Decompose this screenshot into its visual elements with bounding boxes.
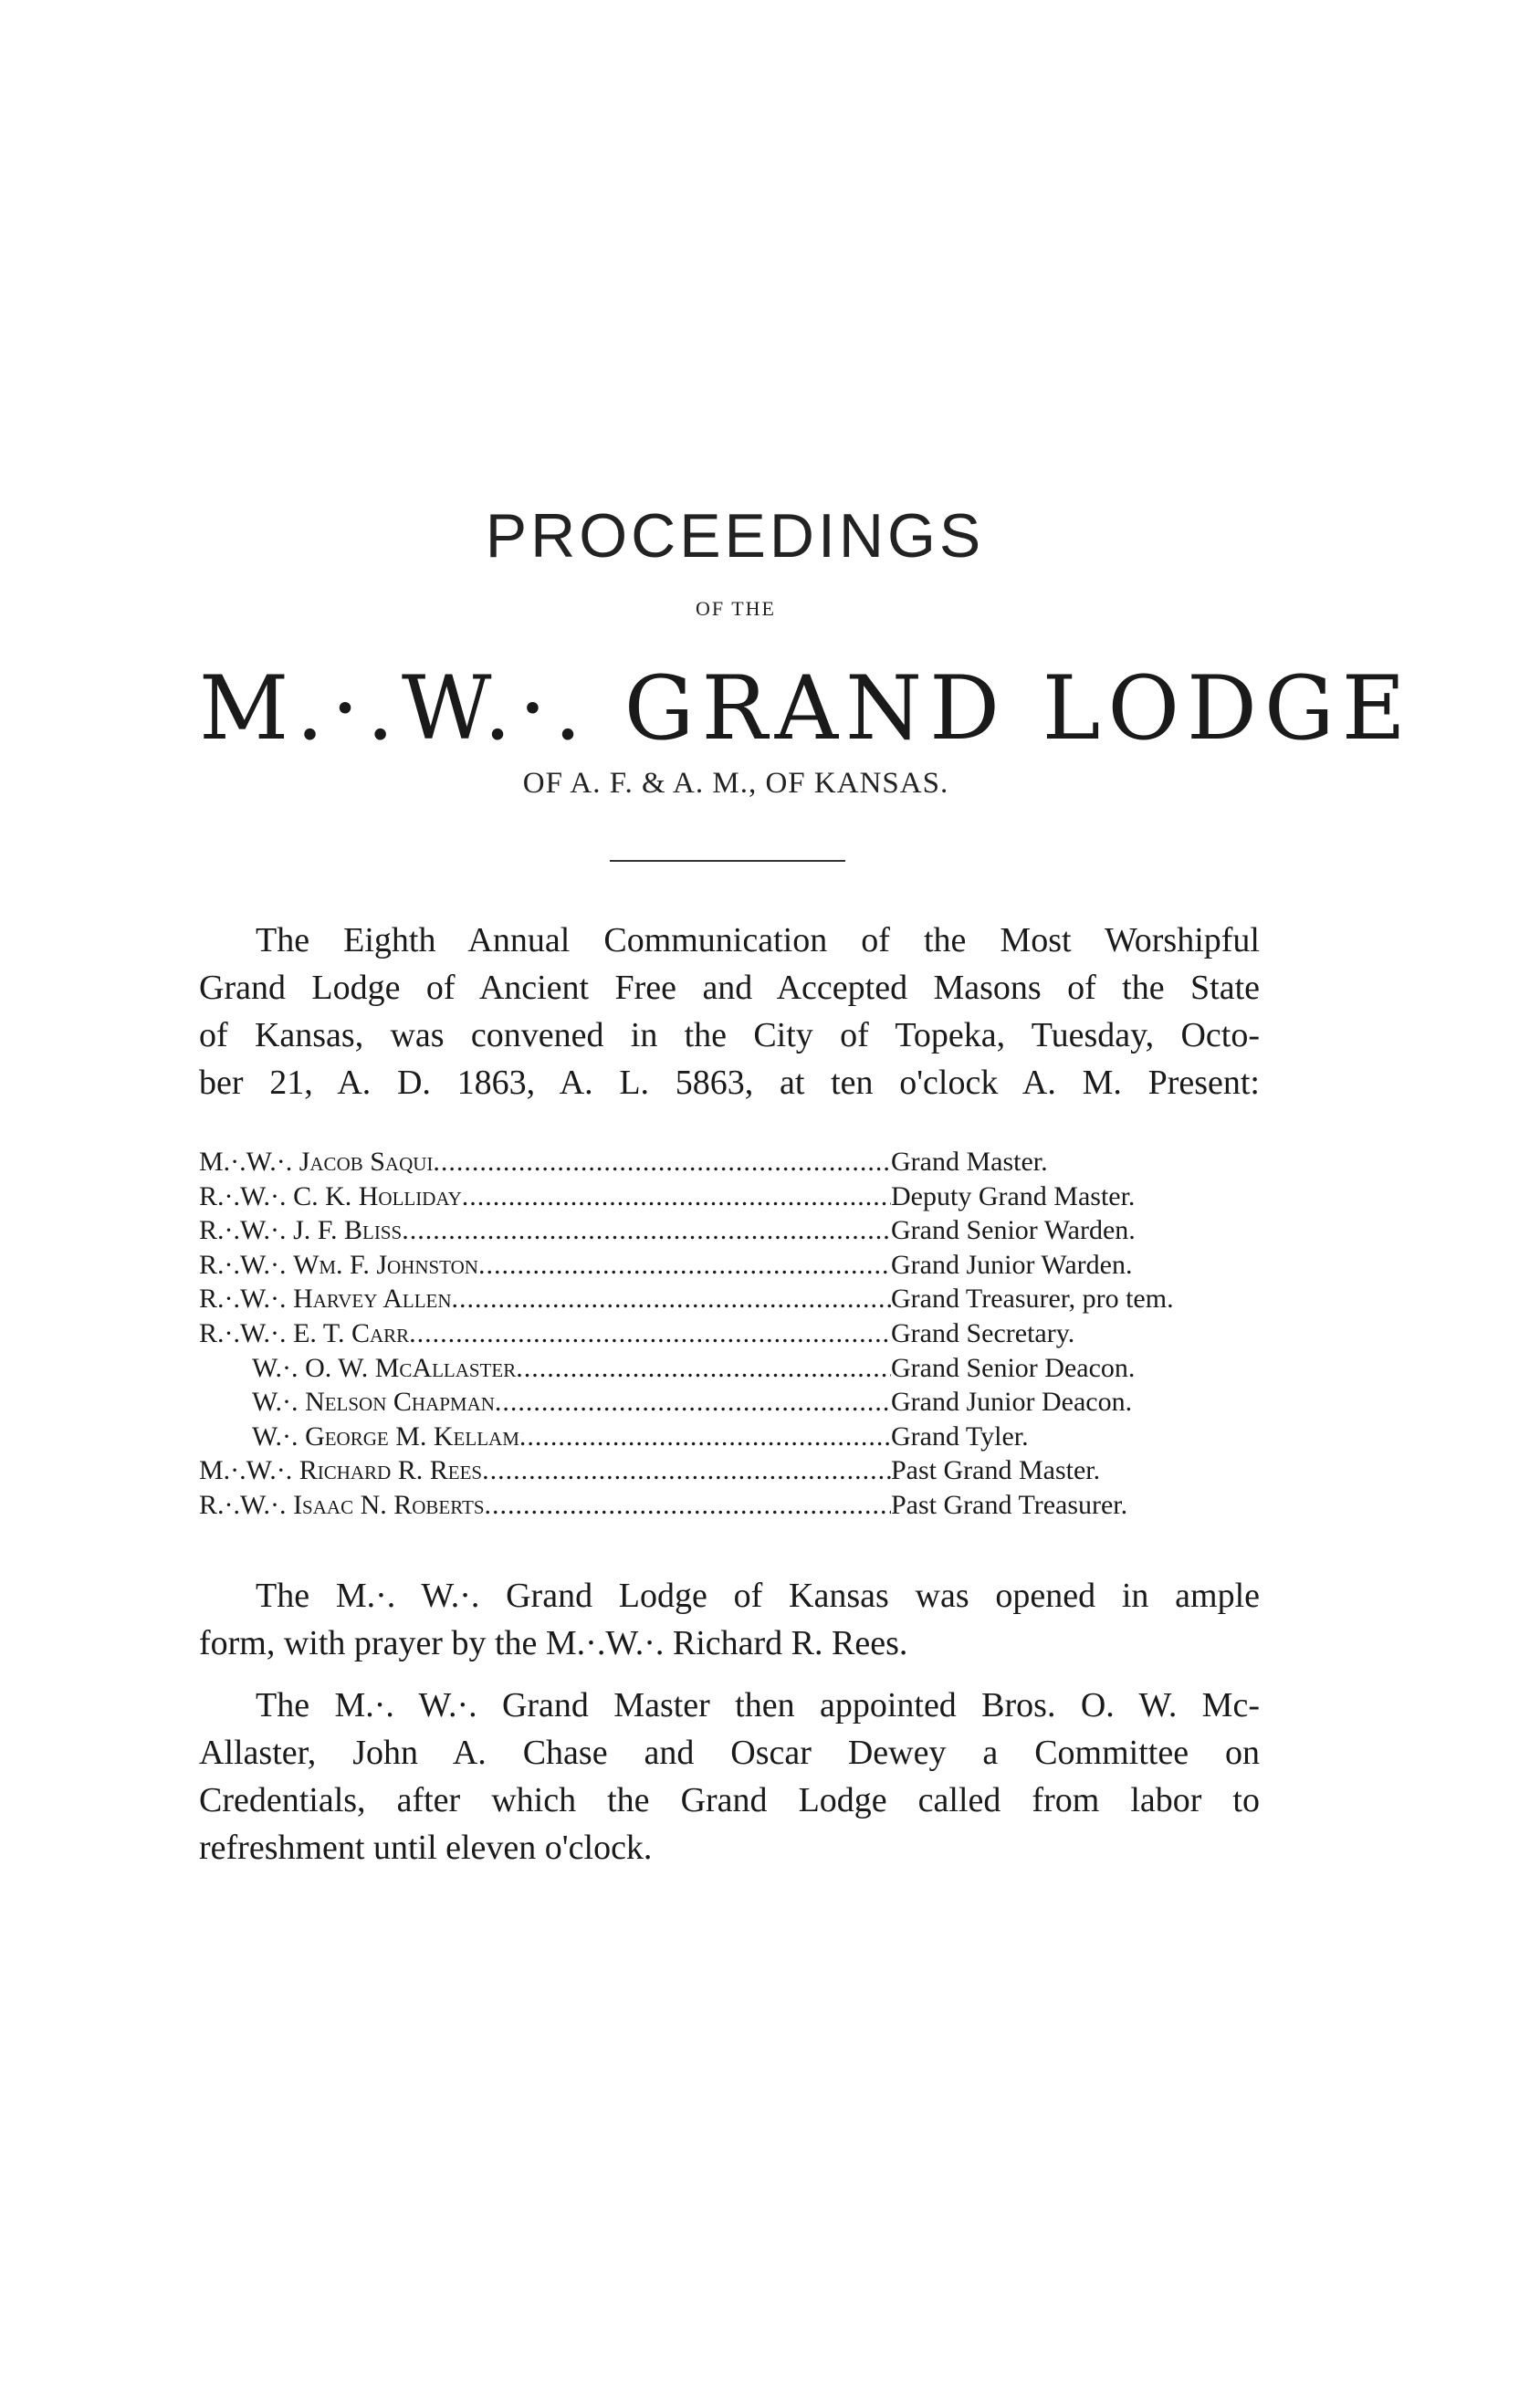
officer-row: [199, 1213, 1267, 1248]
grand-lodge-heading: M.·.W.·. GRAND LODGE: [199, 657, 1413, 760]
officer-prefix: R.·.W.·.: [199, 1317, 287, 1348]
officer-title: Grand Senior Warden.: [891, 1215, 1136, 1246]
paragraph-line: form, with prayer by the M.·.W.·. Richard R. Rees.: [199, 1624, 908, 1662]
paragraph-line: The M.·. W.·. Grand Lodge of Kansas was opened in ample: [256, 1577, 1260, 1615]
officer-title: Grand Master.: [891, 1147, 1048, 1177]
officer-prefix: R.·.W.·.: [199, 1180, 287, 1211]
officer-row: [199, 1385, 1267, 1420]
page-title: PROCEEDINGS: [485, 501, 985, 571]
officer-title: Grand Treasurer, pro tem.: [891, 1284, 1174, 1315]
officer-prefix: R.·.W.·.: [199, 1284, 287, 1315]
officer-row: [199, 1453, 1267, 1488]
paragraph-line: The M.·. W.·. Grand Master then appointed Bros. O. W. Mc-: [256, 1686, 1260, 1724]
officer-title: Deputy Grand Master.: [891, 1180, 1136, 1211]
section-divider: [610, 860, 845, 862]
officer-title: Past Grand Master.: [891, 1455, 1101, 1486]
intro-line: Grand Lodge of Ancient Free and Accepted Masons of the State: [199, 969, 1260, 1007]
officer-name: Richard R. Rees: [299, 1455, 483, 1486]
officer-name: Wm. F. Johnston: [293, 1249, 478, 1280]
officer-title: Grand Senior Deacon.: [891, 1352, 1136, 1383]
jurisdiction-subtitle: OF A. F. & A. M., OF KANSAS.: [522, 767, 949, 800]
intro-line: of Kansas, was convened in the City of Topeka, Tuesday, Octo-: [199, 1016, 1260, 1054]
paragraph-line: Credentials, after which the Grand Lodge called from labor to: [199, 1781, 1260, 1819]
officer-row: [199, 1420, 1267, 1454]
officer-prefix: M.·.W.·.: [199, 1455, 293, 1486]
officer-name: E. T. Carr: [293, 1317, 410, 1348]
officer-prefix: R.·.W.·.: [199, 1215, 287, 1246]
opening-paragraph: [199, 1572, 1260, 1667]
intro-paragraph: [199, 917, 1260, 1106]
officer-prefix: W.·.: [252, 1352, 299, 1383]
paragraph-line: refreshment until eleven o'clock.: [199, 1829, 653, 1867]
officer-title: Grand Junior Deacon.: [891, 1387, 1133, 1418]
officer-prefix: M.·.W.·.: [199, 1147, 293, 1177]
paragraph-line: Allaster, John A. Chase and Oscar Dewey a Committee on: [199, 1734, 1260, 1772]
officer-row: [199, 1282, 1267, 1316]
officer-name: C. K. Holliday: [293, 1180, 462, 1211]
officers-list: [199, 1145, 1267, 1523]
officer-title: Grand Secretary.: [891, 1317, 1075, 1348]
officer-row: [199, 1248, 1267, 1283]
officer-name: J. F. Bliss: [293, 1215, 403, 1246]
officer-name: O. W. McAllaster: [305, 1352, 517, 1383]
officer-name: Harvey Allen: [293, 1284, 452, 1315]
intro-line: The Eighth Annual Communication of the Most Worshipful: [256, 921, 1260, 959]
officer-row: [199, 1179, 1267, 1214]
officer-title: Past Grand Treasurer.: [891, 1489, 1128, 1520]
officer-prefix: R.·.W.·.: [199, 1489, 287, 1520]
officer-name: Isaac N. Roberts: [293, 1489, 485, 1520]
officer-row: [199, 1488, 1267, 1523]
officer-title: Grand Tyler.: [891, 1420, 1029, 1452]
officer-row: [199, 1145, 1267, 1179]
officer-name: Jacob Saqui: [299, 1147, 434, 1177]
officer-row: [199, 1351, 1267, 1386]
officer-prefix: W.·.: [252, 1387, 299, 1418]
officer-title: Grand Junior Warden.: [891, 1249, 1133, 1280]
officer-name: Nelson Chapman: [305, 1387, 495, 1418]
officer-name: George M. Kellam: [305, 1420, 519, 1452]
committee-paragraph: [199, 1682, 1260, 1871]
officer-prefix: R.·.W.·.: [199, 1249, 287, 1280]
intro-line: ber 21, A. D. 1863, A. L. 5863, at ten o'clock A. M. Present:: [199, 1064, 1260, 1102]
officer-row: [199, 1316, 1267, 1351]
title-connector: OF THE: [696, 597, 776, 620]
officer-prefix: W.·.: [252, 1420, 299, 1452]
